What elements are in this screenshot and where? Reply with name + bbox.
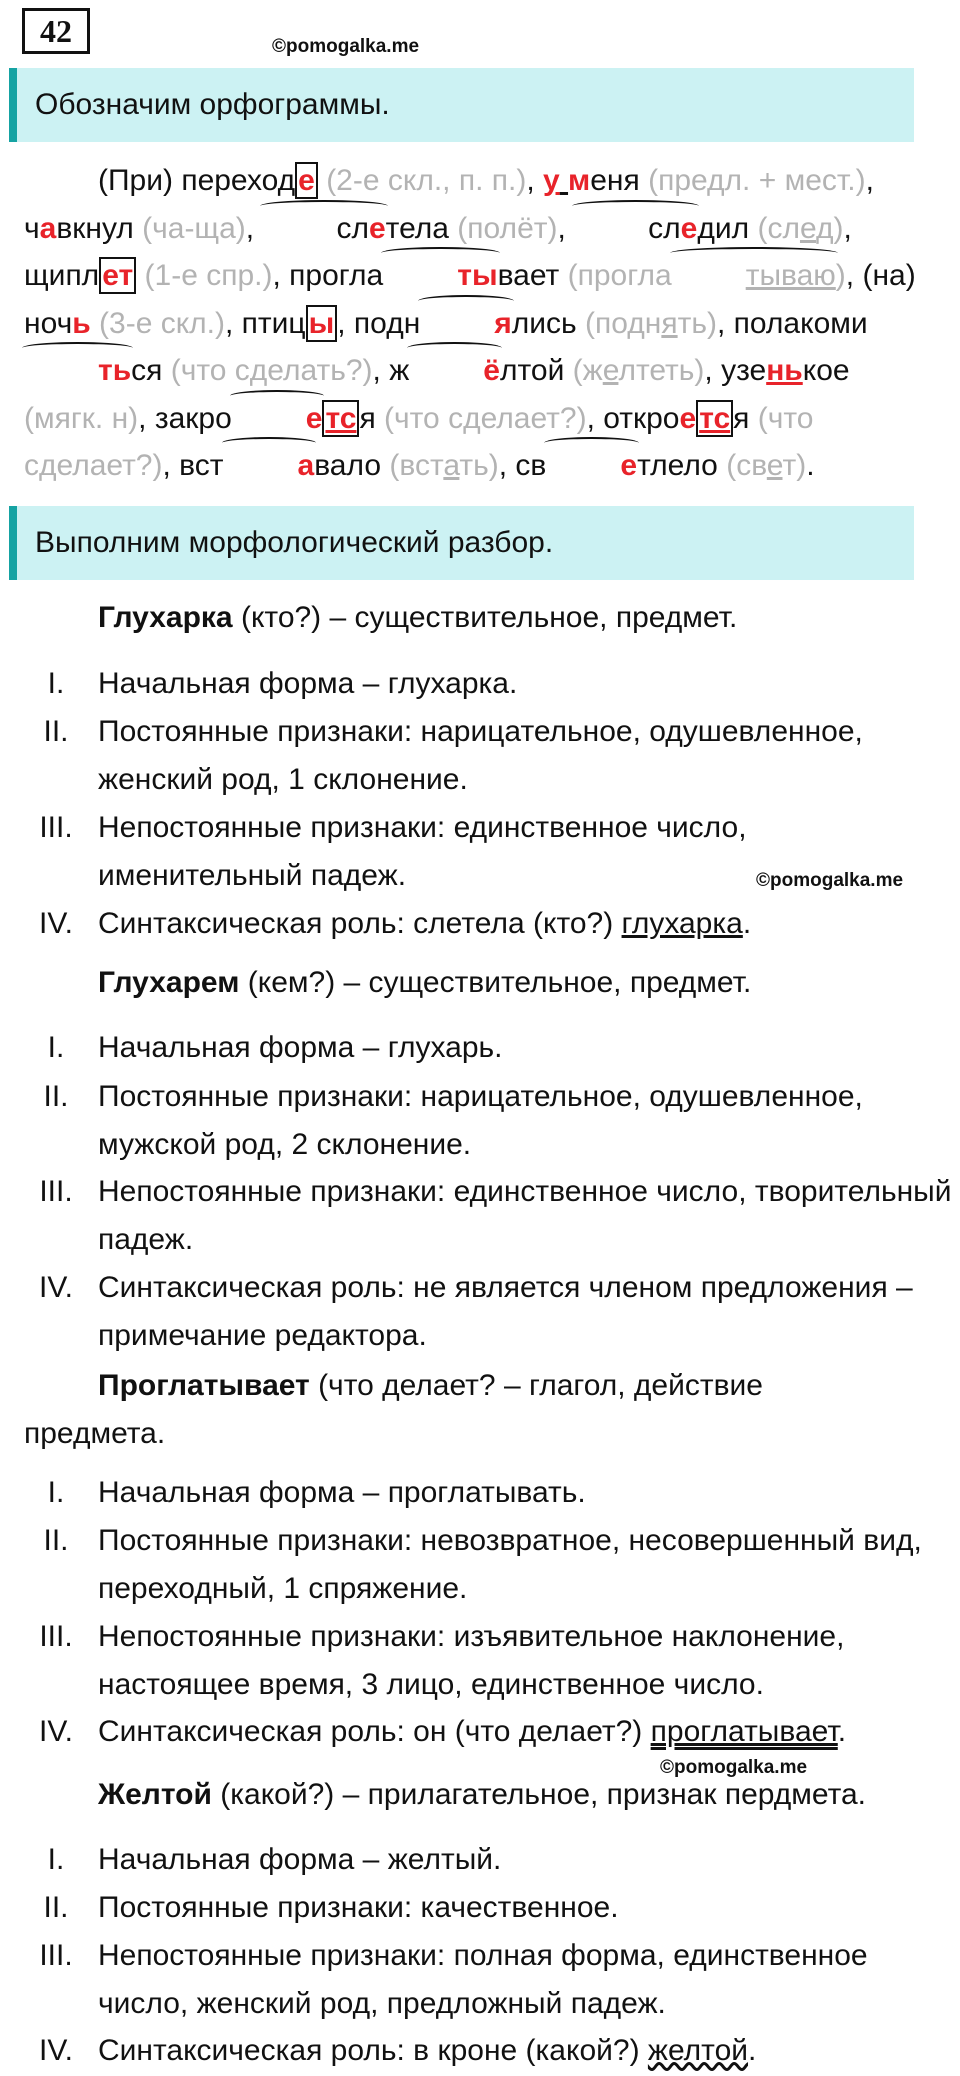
section-title-morphology [9, 506, 914, 580]
analysis-question: (кто?) – существительное, предмет. [232, 601, 738, 634]
section-title-text: Обозначим орфограммы. [35, 88, 390, 121]
analysis-word: Глухарем [98, 966, 240, 999]
exercise-number: 42 [22, 8, 90, 54]
analysis-header [98, 963, 751, 1003]
analysis-header [98, 1775, 866, 1815]
watermark: ©pomogalka.me [660, 1757, 808, 1778]
orthogram-paragraph: (При) переход е (2-е скл., п. п.), у меня (предл. + мест.), чавкнул (ча-ща), слетела (полёт), следил (след), щипл ет (1-е спр.), прогла тывает (прогла тываю), (на) ночь (3-е скл.), птиц ы , подн ялись (поднять), полакомиться (что сделать?), ж ёлтой (желтеть), узенькое (мягк. н), закро е тс я (что сделает?), открое тс я (что сделает?), вст авало (встать), св етлело (свет). [24, 157, 924, 490]
watermark: ©pomogalka.me [272, 36, 420, 57]
section-title-orthograms [9, 68, 914, 142]
analysis-header [24, 1362, 904, 1458]
analysis-question: (какой?) – прилагательное, признак пердмета. [211, 1778, 866, 1811]
analysis-question: (что делает? – глагол, действие предмета. [24, 1369, 763, 1450]
analysis-word: Глухарка [98, 601, 233, 634]
analysis-word: Проглатывает [98, 1369, 310, 1402]
analysis-header [98, 598, 737, 638]
section-title-text: Выполним морфологический разбор. [35, 526, 554, 559]
analysis-question: (кем?) – существительное, предмет. [239, 966, 752, 999]
watermark: ©pomogalka.me [756, 870, 904, 891]
analysis-word: Желтой [98, 1778, 212, 1811]
